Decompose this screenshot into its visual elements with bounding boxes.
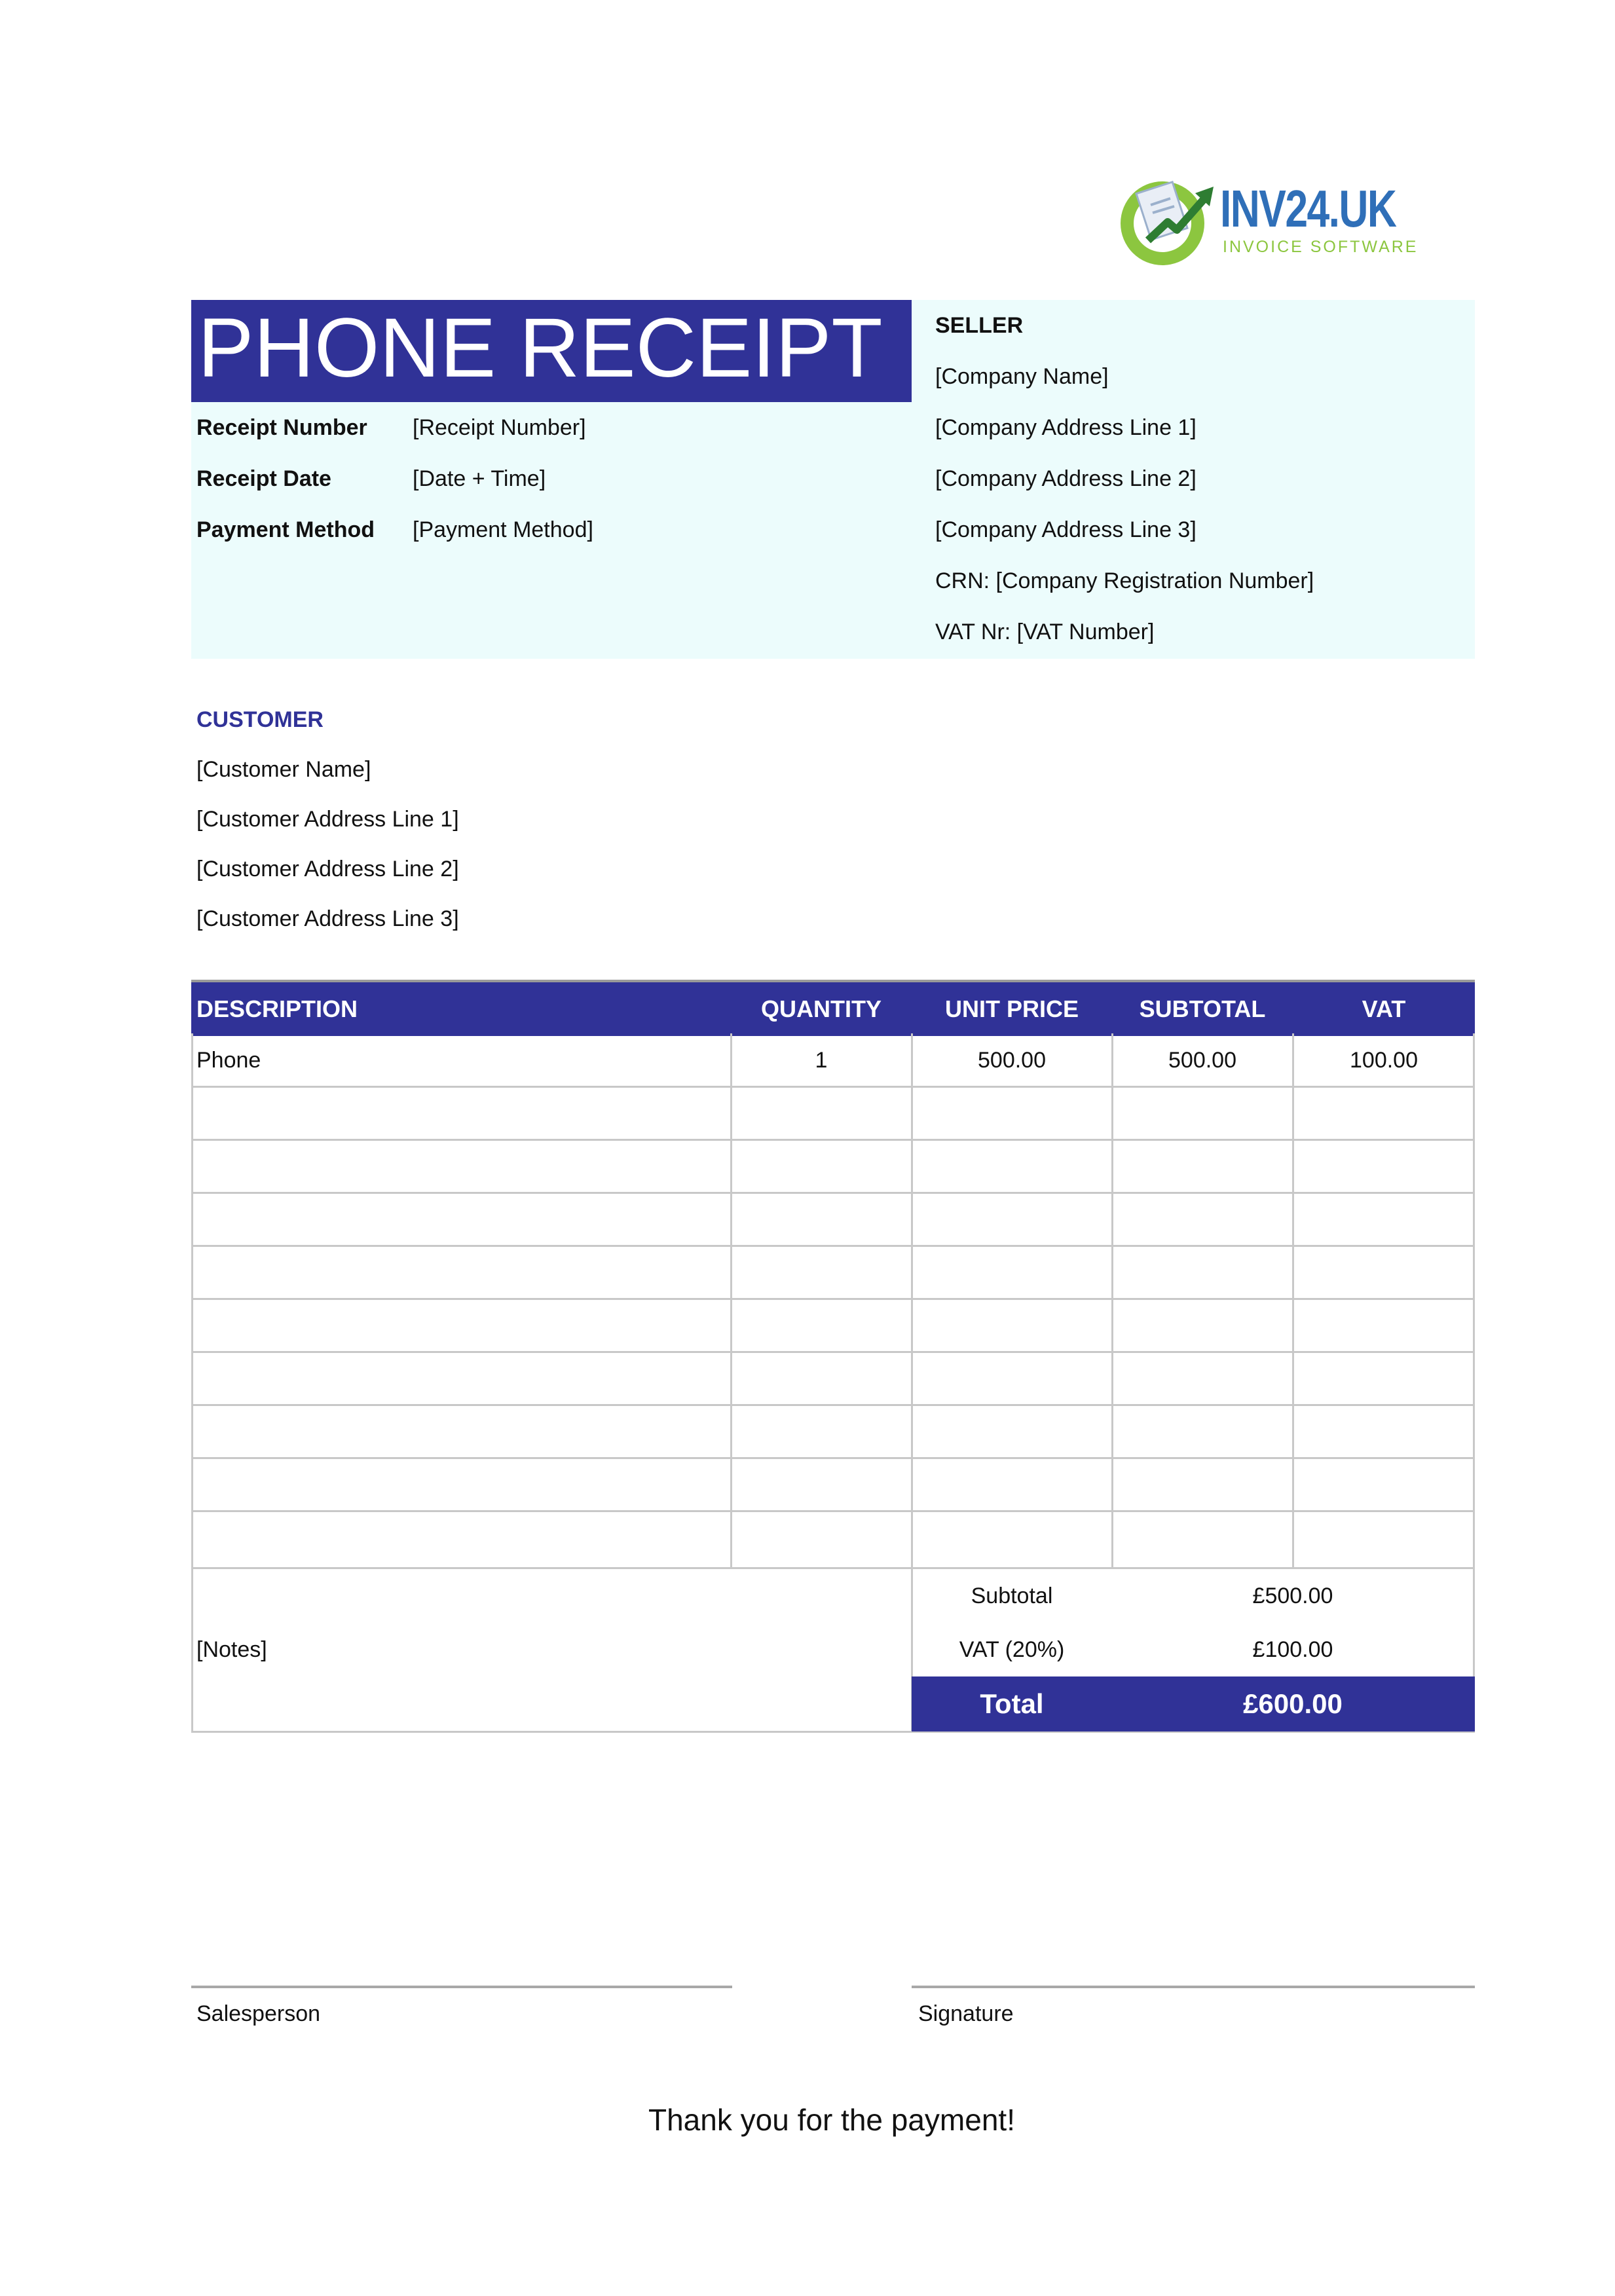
customer-address-2: [Customer Address Line 2] — [196, 857, 459, 881]
signature-label: Signature — [918, 2001, 1014, 2026]
receipt-date-value: [Date + Time] — [413, 466, 546, 491]
customer-name: [Customer Name] — [196, 757, 371, 782]
col-subtotal: SUBTOTAL — [1139, 995, 1266, 1022]
total-bar — [912, 1676, 1475, 1731]
col-vat: VAT — [1362, 995, 1406, 1022]
customer-address-1: [Customer Address Line 1] — [196, 807, 459, 832]
seller-address-2: [Company Address Line 2] — [935, 466, 1197, 491]
salesperson-label: Salesperson — [196, 2001, 321, 2026]
row-unit-price: 500.00 — [978, 1048, 1046, 1073]
company-logo — [1117, 167, 1418, 272]
col-description: DESCRIPTION — [196, 995, 358, 1022]
salesperson-line — [191, 1986, 732, 1988]
notes-text: [Notes] — [196, 1637, 267, 1662]
logo-emblem-icon — [1117, 167, 1221, 272]
row-vat: 100.00 — [1350, 1048, 1418, 1073]
payment-method-label: Payment Method — [196, 517, 375, 542]
total-label: Total — [980, 1688, 1044, 1719]
title-banner — [191, 300, 912, 402]
items-table-header — [191, 980, 1475, 1036]
row-quantity: 1 — [815, 1048, 828, 1073]
thank-you-message: Thank you for the payment! — [648, 2103, 1015, 2137]
total-value: £600.00 — [1243, 1688, 1343, 1719]
customer-heading: CUSTOMER — [196, 707, 324, 732]
seller-vat-number: VAT Nr: [VAT Number] — [935, 620, 1155, 644]
customer-address-3: [Customer Address Line 3] — [196, 906, 459, 931]
seller-company-name: [Company Name] — [935, 364, 1109, 389]
receipt-number-label: Receipt Number — [196, 415, 367, 440]
logo-brand-text: INV24.UK — [1220, 179, 1396, 238]
payment-method-value: [Payment Method] — [413, 517, 593, 542]
col-quantity: QUANTITY — [761, 995, 882, 1022]
signature-line — [912, 1986, 1475, 1988]
page-title: PHONE RECEIPT — [198, 301, 883, 395]
row-subtotal: 500.00 — [1168, 1048, 1236, 1073]
row-description: Phone — [196, 1048, 261, 1073]
receipt-number-value: [Receipt Number] — [413, 415, 586, 440]
seller-address-1: [Company Address Line 1] — [935, 415, 1197, 440]
seller-crn: CRN: [Company Registration Number] — [935, 568, 1314, 593]
logo-tagline: INVOICE SOFTWARE — [1223, 238, 1419, 256]
vat-label: VAT (20%) — [959, 1637, 1065, 1662]
receipt-date-label: Receipt Date — [196, 466, 331, 491]
col-unit-price: UNIT PRICE — [944, 995, 1079, 1022]
subtotal-label: Subtotal — [971, 1583, 1053, 1608]
vat-value: £100.00 — [1252, 1637, 1333, 1662]
seller-heading: SELLER — [935, 313, 1024, 338]
subtotal-value: £500.00 — [1252, 1583, 1333, 1608]
seller-address-3: [Company Address Line 3] — [935, 517, 1197, 542]
